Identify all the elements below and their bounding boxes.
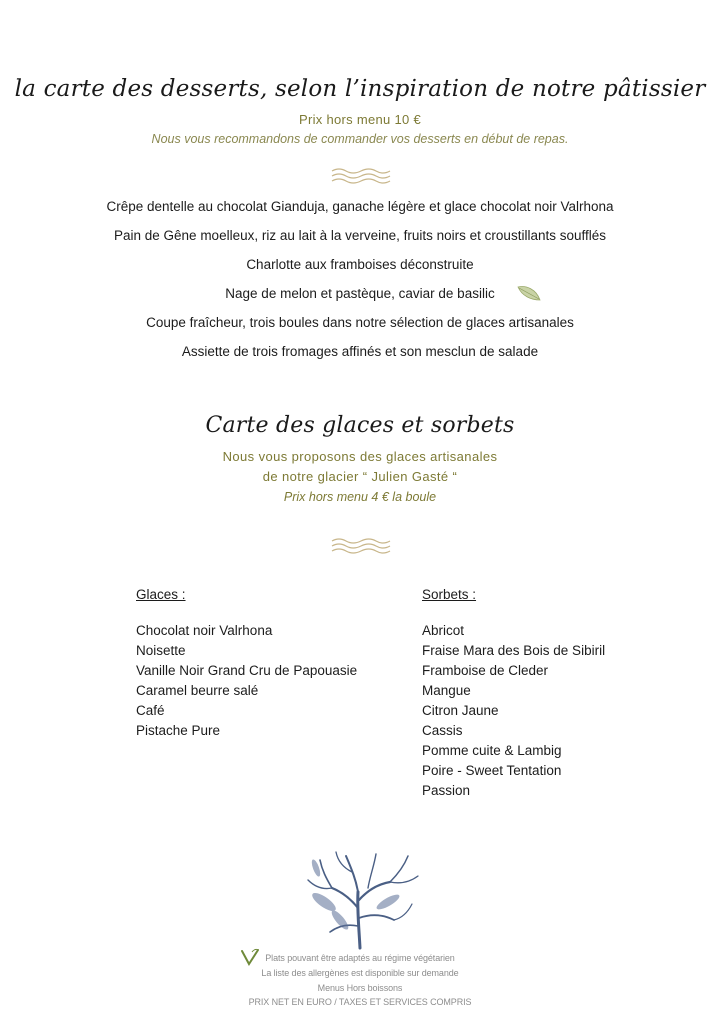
sorbet-item: Fraise Mara des Bois de Sibiril <box>422 643 606 658</box>
sorbet-item: Framboise de Cleder <box>422 663 549 678</box>
desserts-recommendation: Nous vous recommandons de commander vos desserts en début de repas. <box>151 132 569 146</box>
sorbet-item: Cassis <box>422 723 463 738</box>
dessert-item: Assiette de trois fromages affinés et son mesclun de salade <box>181 344 539 359</box>
footer-allergens-note: La liste des allergènes est disponible sur demande <box>261 968 459 978</box>
dessert-item: Charlotte aux framboises déconstruite <box>246 257 474 272</box>
sorbets-heading: Sorbets : <box>422 587 477 602</box>
glace-item: Noisette <box>136 643 186 658</box>
dessert-item: Crêpe dentelle au chocolat Gianduja, ganache légère et glace chocolat noir Valrhona <box>106 199 614 214</box>
desserts-price: Prix hors menu 10 € <box>298 112 422 127</box>
dessert-item: Nage de melon et pastèque, caviar de basilic <box>225 286 495 301</box>
sorbets-column <box>422 587 605 801</box>
sorbet-item: Pomme cuite & Lambig <box>422 743 562 758</box>
sorbet-item: Abricot <box>422 623 465 638</box>
seaweed-illustration-icon <box>302 848 422 950</box>
desserts-title: la carte des desserts, selon l’inspiration de notre pâtissier <box>14 76 706 102</box>
glace-item: Café <box>136 703 165 718</box>
ice-price: Prix hors menu 4 € la boule <box>283 490 437 504</box>
glace-item: Vanille Noir Grand Cru de Papouasie <box>136 663 358 678</box>
sorbet-item: Poire - Sweet Tentation <box>422 763 562 778</box>
glace-item: Chocolat noir Valrhona <box>136 623 273 638</box>
footer-prices-note: PRIX NET EN EURO / TAXES ET SERVICES COMPRIS <box>248 997 472 1007</box>
footer-vegetarian-note: Plats pouvant être adaptés au régime végétarien <box>265 953 455 963</box>
glaces-column <box>136 587 357 741</box>
wave-divider-icon <box>330 166 392 186</box>
glace-item: Caramel beurre salé <box>136 683 259 698</box>
dessert-item: Pain de Gêne moelleux, riz au lait à la verveine, fruits noirs et croustillants soufflés <box>114 228 606 243</box>
sorbet-item: Mangue <box>422 683 471 698</box>
dessert-item: Coupe fraîcheur, trois boules dans notre sélection de glaces artisanales <box>146 315 574 330</box>
wave-divider-icon <box>330 536 392 556</box>
leaf-icon <box>516 283 542 303</box>
ice-subtitle-line2: de notre glacier “ Julien Gasté “ <box>262 469 458 484</box>
ice-subtitle-line1: Nous vous proposons des glaces artisanales <box>222 449 498 464</box>
sorbet-item: Passion <box>422 783 471 798</box>
glaces-heading: Glaces : <box>136 587 186 602</box>
footer-drinks-note: Menus Hors boissons <box>317 983 403 993</box>
sorbet-item: Citron Jaune <box>422 703 499 718</box>
glace-item: Pistache Pure <box>136 723 221 738</box>
ice-title: Carte des glaces et sorbets <box>205 413 515 438</box>
